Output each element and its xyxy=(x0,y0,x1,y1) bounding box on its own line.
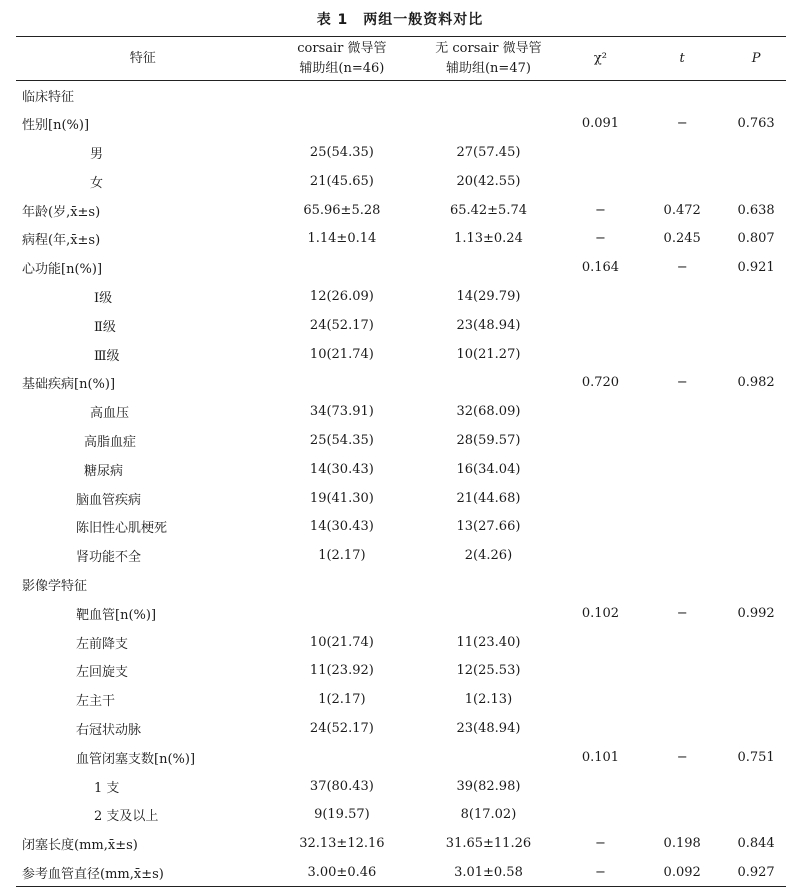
t-value xyxy=(638,800,726,829)
table-row xyxy=(16,282,786,311)
header-group1-line1: corsair 微导管 xyxy=(297,40,387,56)
group1-value: 21(45.65) xyxy=(309,173,374,189)
table-row xyxy=(16,512,786,541)
row-label: 左回旋支 xyxy=(76,665,129,681)
group1-value: 32.13±12.16 xyxy=(299,836,385,852)
chi2-value xyxy=(563,426,638,455)
p-value: 0.763 xyxy=(737,116,775,132)
table-row xyxy=(16,196,786,225)
p-value xyxy=(726,714,786,743)
t-value xyxy=(638,455,726,484)
p-value xyxy=(726,512,786,541)
table-row xyxy=(16,138,786,167)
p-value xyxy=(726,455,786,484)
t-value: − xyxy=(676,375,688,391)
table-row xyxy=(16,397,786,426)
p-value xyxy=(726,81,786,110)
group2-value: 23(48.94) xyxy=(456,317,521,333)
group1-value: 11(23.92) xyxy=(309,663,374,679)
group1-value xyxy=(270,570,415,599)
group2-value: 11(23.40) xyxy=(456,634,521,650)
header-group2-line1: 无 corsair 微导管 xyxy=(435,40,542,56)
p-value xyxy=(726,570,786,599)
chi2-value xyxy=(563,512,638,541)
chi2-value xyxy=(563,685,638,714)
p-value xyxy=(726,167,786,196)
p-value: 0.638 xyxy=(737,202,775,218)
header-chi2: χ² xyxy=(593,50,607,66)
table-row xyxy=(16,599,786,628)
t-value xyxy=(638,426,726,455)
group1-value: 24(52.17) xyxy=(309,720,374,736)
row-label: 闭塞长度(mm,x̄±s) xyxy=(22,838,138,854)
group1-value: 12(26.09) xyxy=(309,288,374,304)
table-row xyxy=(16,368,786,397)
header-p: P xyxy=(751,50,761,66)
group1-value: 14(30.43) xyxy=(309,519,374,535)
row-label: 1 支 xyxy=(94,780,120,796)
table-row xyxy=(16,628,786,657)
p-value: 0.751 xyxy=(737,749,775,765)
group2-value: 16(34.04) xyxy=(456,461,521,477)
group1-value: 34(73.91) xyxy=(309,404,374,420)
group2-value: 32(68.09) xyxy=(456,404,521,420)
group2-value xyxy=(414,368,562,397)
group2-value: 23(48.94) xyxy=(456,720,521,736)
row-label: 右冠状动脉 xyxy=(76,722,142,738)
group1-value: 14(30.43) xyxy=(309,461,374,477)
chi2-value: − xyxy=(594,202,606,218)
p-value xyxy=(726,484,786,513)
row-label: 陈旧性心肌梗死 xyxy=(76,521,168,537)
group2-value xyxy=(414,599,562,628)
t-value xyxy=(638,138,726,167)
chi2-value xyxy=(563,714,638,743)
chi2-value: 0.164 xyxy=(581,260,620,276)
table-row xyxy=(16,426,786,455)
t-value xyxy=(638,167,726,196)
header-group2-line2: 辅助组(n=47) xyxy=(445,60,531,76)
group2-value: 20(42.55) xyxy=(456,173,521,189)
p-value xyxy=(726,138,786,167)
t-value xyxy=(638,628,726,657)
group2-value xyxy=(414,253,562,282)
t-value: 0.092 xyxy=(663,864,701,880)
row-label: 脑血管疾病 xyxy=(76,492,142,508)
group1-value xyxy=(270,599,415,628)
t-value: − xyxy=(676,260,688,276)
row-label: 糖尿病 xyxy=(84,463,124,479)
t-value xyxy=(638,282,726,311)
table-body xyxy=(16,81,786,887)
header-t: t xyxy=(679,50,685,66)
p-value xyxy=(726,282,786,311)
row-label: 病程(年,x̄±s) xyxy=(22,233,101,249)
group2-value: 28(59.57) xyxy=(456,432,521,448)
t-value xyxy=(638,81,726,110)
chi2-value xyxy=(563,800,638,829)
row-label: 影像学特征 xyxy=(22,578,88,594)
group2-value: 31.65±11.26 xyxy=(445,836,532,852)
p-value xyxy=(726,311,786,340)
group1-value: 24(52.17) xyxy=(309,317,374,333)
t-value xyxy=(638,340,726,369)
t-value: − xyxy=(676,605,688,621)
group2-value: 65.42±5.74 xyxy=(449,202,527,218)
row-label: 左主干 xyxy=(76,694,116,710)
chi2-value xyxy=(563,628,638,657)
p-value: 0.992 xyxy=(737,605,775,621)
table-row xyxy=(16,743,786,772)
table-row xyxy=(16,109,786,138)
chi2-value: 0.091 xyxy=(581,116,620,132)
header-group1 xyxy=(270,37,415,81)
group1-value xyxy=(270,81,415,110)
group2-value: 3.01±0.58 xyxy=(454,864,523,880)
p-value: 0.921 xyxy=(737,260,775,276)
t-value: 0.245 xyxy=(663,231,701,247)
table-title: 表 1 两组一般资料对比 xyxy=(316,12,484,28)
group2-value: 21(44.68) xyxy=(456,490,521,506)
row-label: 血管闭塞支数[n(%)] xyxy=(76,751,196,767)
row-label: 男 xyxy=(90,146,104,162)
chi2-value: 0.101 xyxy=(581,749,620,765)
chi2-value: 0.720 xyxy=(581,375,620,391)
table-row xyxy=(16,800,786,829)
t-value: 0.198 xyxy=(663,836,701,852)
t-value xyxy=(638,685,726,714)
chi2-value xyxy=(563,455,638,484)
row-label: 心功能[n(%)] xyxy=(22,262,103,278)
group1-value: 1.14±0.14 xyxy=(307,231,377,247)
row-label: 靶血管[n(%)] xyxy=(76,607,157,623)
p-value xyxy=(726,628,786,657)
group2-value: 1(2.13) xyxy=(464,692,513,708)
table-row xyxy=(16,829,786,858)
row-label: 肾功能不全 xyxy=(76,550,142,566)
p-value xyxy=(726,426,786,455)
table-row xyxy=(16,455,786,484)
table-row xyxy=(16,714,786,743)
p-value: 0.927 xyxy=(737,864,775,880)
group1-value: 10(21.74) xyxy=(309,634,374,650)
chi2-value xyxy=(563,570,638,599)
row-label: 基础疾病[n(%)] xyxy=(22,377,116,393)
chi2-value xyxy=(563,484,638,513)
group2-value xyxy=(414,570,562,599)
table-row xyxy=(16,81,786,110)
group1-value: 9(19.57) xyxy=(314,807,370,823)
t-value xyxy=(638,656,726,685)
row-label: 高血压 xyxy=(90,406,130,422)
p-value xyxy=(726,656,786,685)
group1-value: 25(54.35) xyxy=(309,144,374,160)
chi2-value: 0.102 xyxy=(581,605,620,621)
table-row xyxy=(16,685,786,714)
group1-value xyxy=(270,109,415,138)
table-row xyxy=(16,858,786,887)
row-label: 性别[n(%)] xyxy=(22,118,90,134)
group2-value: 14(29.79) xyxy=(456,288,521,304)
row-label: 临床特征 xyxy=(22,89,75,105)
p-value xyxy=(726,772,786,801)
chi2-value xyxy=(563,81,638,110)
row-label: 年龄(岁,x̄±s) xyxy=(22,204,101,220)
group1-value: 19(41.30) xyxy=(309,490,374,506)
chi2-value xyxy=(563,772,638,801)
group1-value: 3.00±0.46 xyxy=(307,864,377,880)
row-label: 女 xyxy=(90,175,104,191)
chi2-value xyxy=(563,340,638,369)
header-group2 xyxy=(414,37,562,81)
t-value xyxy=(638,570,726,599)
chi2-value xyxy=(563,282,638,311)
header-row xyxy=(16,37,786,81)
t-value xyxy=(638,512,726,541)
table-row xyxy=(16,541,786,570)
group1-value xyxy=(270,743,415,772)
group2-value xyxy=(414,81,562,110)
group2-value: 12(25.53) xyxy=(456,663,521,679)
table-row xyxy=(16,656,786,685)
table-row xyxy=(16,224,786,253)
t-value xyxy=(638,397,726,426)
t-value: − xyxy=(676,116,688,132)
p-value xyxy=(726,340,786,369)
chi2-value xyxy=(563,138,638,167)
header-feature: 特征 xyxy=(129,50,156,66)
chi2-value: − xyxy=(594,864,606,880)
p-value: 0.982 xyxy=(737,375,775,391)
chi2-value: − xyxy=(594,231,606,247)
p-value xyxy=(726,685,786,714)
group1-value: 65.96±5.28 xyxy=(303,202,381,218)
group1-value: 1(2.17) xyxy=(318,692,366,708)
group2-value: 1.13±0.24 xyxy=(454,231,523,247)
table-row xyxy=(16,311,786,340)
t-value xyxy=(638,484,726,513)
row-label: 左前降支 xyxy=(76,636,129,652)
chi2-value: − xyxy=(594,836,606,852)
chi2-value xyxy=(563,397,638,426)
group2-value: 39(82.98) xyxy=(456,778,521,794)
chi2-value xyxy=(563,167,638,196)
table-row xyxy=(16,484,786,513)
header-group1-line2: 辅助组(n=46) xyxy=(299,60,385,76)
chi2-value xyxy=(563,311,638,340)
group2-value xyxy=(414,109,562,138)
p-value xyxy=(726,800,786,829)
group1-value: 10(21.74) xyxy=(309,346,374,362)
group1-value: 37(80.43) xyxy=(309,778,374,794)
group2-value: 8(17.02) xyxy=(460,807,517,823)
row-label: 参考血管直径(mm,x̄±s) xyxy=(22,866,164,882)
group1-value xyxy=(270,253,415,282)
row-label: 高脂血症 xyxy=(84,434,137,450)
table-row xyxy=(16,772,786,801)
group1-value: 1(2.17) xyxy=(318,548,366,564)
t-value xyxy=(638,541,726,570)
row-label: Ⅱ级 xyxy=(94,319,116,335)
group2-value: 10(21.27) xyxy=(456,346,521,362)
table-row xyxy=(16,570,786,599)
t-value xyxy=(638,311,726,340)
t-value: 0.472 xyxy=(663,202,701,218)
t-value xyxy=(638,772,726,801)
row-label: Ⅲ级 xyxy=(94,348,120,364)
group2-value: 2(4.26) xyxy=(464,548,513,564)
table-row xyxy=(16,340,786,369)
row-label: 2 支及以上 xyxy=(94,809,159,825)
group2-value: 13(27.66) xyxy=(456,519,521,535)
table-row xyxy=(16,253,786,282)
group2-value xyxy=(414,743,562,772)
p-value: 0.844 xyxy=(737,836,775,852)
group1-value xyxy=(270,368,415,397)
p-value: 0.807 xyxy=(737,231,775,247)
t-value xyxy=(638,714,726,743)
group1-value: 25(54.35) xyxy=(309,432,374,448)
p-value xyxy=(726,397,786,426)
group2-value: 27(57.45) xyxy=(456,144,521,160)
p-value xyxy=(726,541,786,570)
table-header xyxy=(16,37,786,81)
chi2-value xyxy=(563,656,638,685)
row-label: Ⅰ级 xyxy=(94,290,113,306)
table-row xyxy=(16,167,786,196)
t-value: − xyxy=(676,749,688,765)
chi2-value xyxy=(563,541,638,570)
comparison-table xyxy=(16,36,786,887)
